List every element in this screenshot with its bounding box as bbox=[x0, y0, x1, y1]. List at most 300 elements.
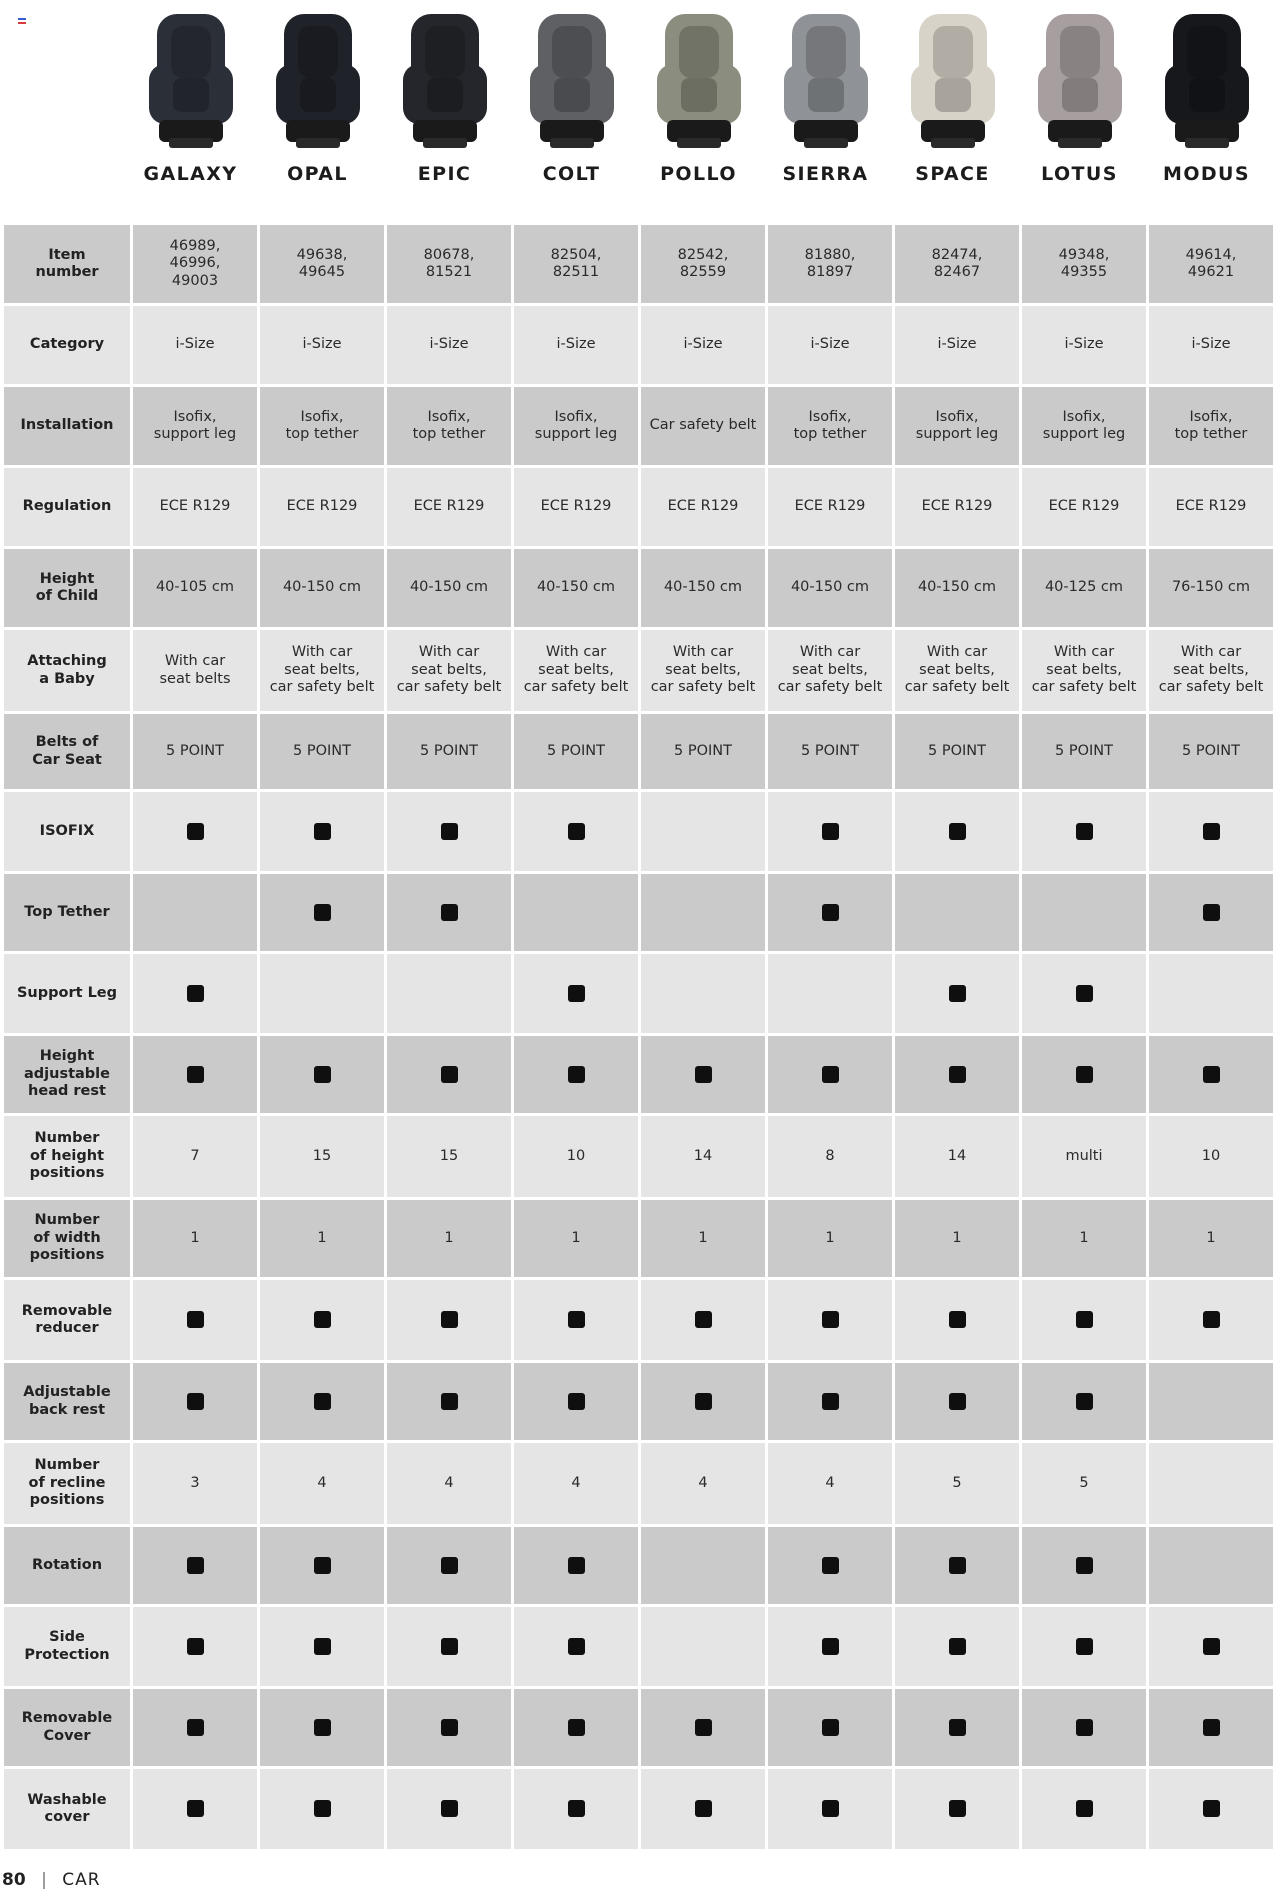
table-cell bbox=[641, 1280, 765, 1360]
feature-check-icon bbox=[187, 1719, 204, 1736]
product-column-header bbox=[508, 4, 635, 194]
table-cell bbox=[1022, 630, 1146, 711]
cell-value: 40-125 cm bbox=[1044, 579, 1124, 596]
table-cell bbox=[133, 225, 257, 303]
table-cell bbox=[514, 1116, 638, 1197]
table-cell bbox=[895, 306, 1019, 384]
cell-value: 5 bbox=[952, 1474, 962, 1491]
table-cell bbox=[260, 1607, 384, 1686]
row-label-text: Attaching a Baby bbox=[27, 653, 107, 687]
feature-check-icon bbox=[1076, 1393, 1093, 1410]
feature-check-icon bbox=[187, 1638, 204, 1655]
table-cell bbox=[514, 1527, 638, 1604]
table-cell bbox=[1149, 1607, 1273, 1686]
feature-check-icon bbox=[187, 1066, 204, 1083]
cell-value: With car seat belts, car safety belt bbox=[396, 644, 502, 696]
row-label-text: Adjustable back rest bbox=[23, 1384, 111, 1418]
table-row bbox=[4, 1280, 1273, 1360]
cell-value: i-Size bbox=[302, 336, 342, 353]
table-cell bbox=[1022, 1280, 1146, 1360]
table-cell bbox=[387, 1363, 511, 1440]
cell-value: 5 POINT bbox=[547, 742, 605, 759]
row-label-text: Height of Child bbox=[35, 570, 99, 604]
feature-check-icon bbox=[949, 985, 966, 1002]
table-row bbox=[4, 874, 1273, 951]
table-row bbox=[4, 468, 1273, 546]
cell-value: 40-150 cm bbox=[282, 579, 362, 596]
cell-value: 49348, 49355 bbox=[1058, 246, 1110, 280]
table-cell bbox=[260, 874, 384, 951]
feature-check-icon bbox=[314, 904, 331, 921]
table-cell bbox=[1022, 387, 1146, 465]
table-cell bbox=[387, 1036, 511, 1113]
table-cell bbox=[387, 630, 511, 711]
table-cell bbox=[133, 1116, 257, 1197]
table-cell bbox=[260, 468, 384, 546]
table-cell bbox=[514, 1769, 638, 1849]
cell-value: Isofix, top tether bbox=[412, 408, 486, 442]
table-cell bbox=[387, 387, 511, 465]
table-cell bbox=[133, 1689, 257, 1766]
cell-value: 1 bbox=[825, 1229, 835, 1246]
car-seat-image bbox=[143, 8, 239, 152]
product-column-header bbox=[889, 4, 1016, 194]
feature-check-icon bbox=[187, 823, 204, 840]
table-row bbox=[4, 225, 1273, 303]
table-cell bbox=[768, 1200, 892, 1277]
cell-value: 8 bbox=[825, 1147, 835, 1164]
feature-check-icon bbox=[568, 985, 585, 1002]
cell-value: 5 POINT bbox=[293, 742, 351, 759]
table-cell bbox=[1022, 1689, 1146, 1766]
cell-value: i-Size bbox=[556, 336, 596, 353]
cell-value: 14 bbox=[947, 1147, 967, 1164]
cell-value: 10 bbox=[566, 1147, 586, 1164]
cell-value: ECE R129 bbox=[921, 498, 993, 515]
table-cell bbox=[641, 1769, 765, 1849]
table-cell bbox=[768, 1689, 892, 1766]
cell-value: Car safety belt bbox=[649, 417, 757, 434]
feature-check-icon bbox=[314, 1557, 331, 1574]
cell-value: With car seat belts, car safety belt bbox=[1158, 644, 1264, 696]
cell-value: With car seat belts, car safety belt bbox=[1031, 644, 1137, 696]
table-cell bbox=[514, 549, 638, 627]
table-cell bbox=[260, 792, 384, 871]
table-cell bbox=[260, 630, 384, 711]
table-cell bbox=[1149, 1200, 1273, 1277]
table-cell bbox=[260, 225, 384, 303]
cell-value: 82504, 82511 bbox=[550, 246, 602, 280]
feature-check-icon bbox=[568, 1393, 585, 1410]
table-cell bbox=[133, 630, 257, 711]
cell-value: With car seat belts, car safety belt bbox=[269, 644, 375, 696]
table-row bbox=[4, 1116, 1273, 1197]
row-label-text: Side Protection bbox=[24, 1629, 110, 1663]
table-cell bbox=[260, 1527, 384, 1604]
table-cell bbox=[768, 225, 892, 303]
table-cell bbox=[1149, 306, 1273, 384]
table-cell bbox=[133, 1036, 257, 1113]
feature-check-icon bbox=[314, 1638, 331, 1655]
footer-separator: | bbox=[41, 1870, 47, 1890]
feature-check-icon bbox=[949, 1557, 966, 1574]
feature-check-icon bbox=[187, 1311, 204, 1328]
table-cell bbox=[514, 1200, 638, 1277]
cell-value: ECE R129 bbox=[1175, 498, 1247, 515]
feature-check-icon bbox=[822, 1393, 839, 1410]
cell-value: 1 bbox=[444, 1229, 454, 1246]
table-cell bbox=[768, 468, 892, 546]
feature-check-icon bbox=[1203, 823, 1220, 840]
table-cell bbox=[768, 549, 892, 627]
table-cell bbox=[133, 468, 257, 546]
table-cell bbox=[1022, 468, 1146, 546]
table-cell bbox=[1022, 1116, 1146, 1197]
table-row bbox=[4, 1527, 1273, 1604]
table-row bbox=[4, 792, 1273, 871]
cell-value: 80678, 81521 bbox=[423, 246, 475, 280]
feature-check-icon bbox=[1203, 1719, 1220, 1736]
product-name: LOTUS bbox=[1041, 163, 1118, 185]
table-cell bbox=[387, 1607, 511, 1686]
row-label bbox=[4, 1443, 130, 1524]
row-label bbox=[4, 714, 130, 789]
cell-value: Isofix, support leg bbox=[1042, 408, 1126, 442]
cell-value: 14 bbox=[693, 1147, 713, 1164]
table-cell bbox=[641, 1036, 765, 1113]
table-cell bbox=[1149, 1280, 1273, 1360]
feature-check-icon bbox=[695, 1311, 712, 1328]
table-cell bbox=[133, 387, 257, 465]
cell-value: 1 bbox=[952, 1229, 962, 1246]
table-cell bbox=[768, 792, 892, 871]
table-cell bbox=[133, 306, 257, 384]
table-cell bbox=[641, 306, 765, 384]
table-cell bbox=[641, 874, 765, 951]
row-label-text: Washable cover bbox=[27, 1791, 107, 1825]
feature-check-icon bbox=[568, 1719, 585, 1736]
feature-check-icon bbox=[949, 823, 966, 840]
table-cell bbox=[133, 1769, 257, 1849]
table-cell bbox=[133, 714, 257, 789]
table-row bbox=[4, 387, 1273, 465]
table-cell bbox=[768, 954, 892, 1033]
table-row bbox=[4, 306, 1273, 384]
feature-check-icon bbox=[949, 1719, 966, 1736]
feature-check-icon bbox=[568, 823, 585, 840]
table-cell bbox=[133, 549, 257, 627]
cell-value: 4 bbox=[698, 1474, 708, 1491]
feature-check-icon bbox=[695, 1719, 712, 1736]
cell-value: ECE R129 bbox=[667, 498, 739, 515]
table-row bbox=[4, 549, 1273, 627]
table-cell bbox=[641, 792, 765, 871]
feature-check-icon bbox=[441, 1557, 458, 1574]
table-cell bbox=[260, 1443, 384, 1524]
table-cell bbox=[895, 1689, 1019, 1766]
row-label-text: Belts of Car Seat bbox=[32, 734, 102, 768]
feature-check-icon bbox=[314, 1311, 331, 1328]
table-cell bbox=[1149, 225, 1273, 303]
product-header-row bbox=[0, 0, 1280, 222]
feature-check-icon bbox=[1203, 904, 1220, 921]
table-cell bbox=[514, 792, 638, 871]
row-label bbox=[4, 630, 130, 711]
cell-value: Isofix, support leg bbox=[915, 408, 999, 442]
cell-value: With car seat belts, car safety belt bbox=[650, 644, 756, 696]
feature-check-icon bbox=[695, 1066, 712, 1083]
table-cell bbox=[641, 954, 765, 1033]
table-cell bbox=[1149, 1527, 1273, 1604]
cell-value: 1 bbox=[571, 1229, 581, 1246]
feature-check-icon bbox=[822, 904, 839, 921]
feature-check-icon bbox=[1076, 1066, 1093, 1083]
product-name: SPACE bbox=[915, 163, 990, 185]
cell-value: 5 POINT bbox=[674, 742, 732, 759]
table-cell bbox=[895, 1769, 1019, 1849]
feature-check-icon bbox=[187, 1557, 204, 1574]
table-cell bbox=[514, 630, 638, 711]
table-cell bbox=[895, 1443, 1019, 1524]
table-cell bbox=[260, 1280, 384, 1360]
row-label bbox=[4, 468, 130, 546]
product-column-header bbox=[127, 4, 254, 194]
row-label bbox=[4, 1689, 130, 1766]
feature-check-icon bbox=[949, 1393, 966, 1410]
cell-value: 40-150 cm bbox=[536, 579, 616, 596]
feature-check-icon bbox=[1076, 985, 1093, 1002]
feature-check-icon bbox=[568, 1066, 585, 1083]
feature-check-icon bbox=[187, 985, 204, 1002]
cell-value: 5 POINT bbox=[420, 742, 478, 759]
cell-value: Isofix, top tether bbox=[1174, 408, 1248, 442]
product-column-header bbox=[1016, 4, 1143, 194]
feature-check-icon bbox=[949, 1066, 966, 1083]
feature-check-icon bbox=[822, 1557, 839, 1574]
table-cell bbox=[1149, 387, 1273, 465]
table-cell bbox=[1149, 1443, 1273, 1524]
table-cell bbox=[768, 1280, 892, 1360]
table-cell bbox=[387, 792, 511, 871]
feature-check-icon bbox=[314, 1066, 331, 1083]
table-cell bbox=[387, 874, 511, 951]
row-label-text: Number of height positions bbox=[29, 1130, 105, 1182]
table-cell bbox=[1149, 1363, 1273, 1440]
feature-check-icon bbox=[441, 1066, 458, 1083]
row-label bbox=[4, 1607, 130, 1686]
table-cell bbox=[641, 1527, 765, 1604]
product-column-header bbox=[1143, 4, 1270, 194]
feature-check-icon bbox=[314, 823, 331, 840]
cell-value: ECE R129 bbox=[1048, 498, 1120, 515]
feature-check-icon bbox=[1076, 823, 1093, 840]
feature-check-icon bbox=[822, 1066, 839, 1083]
table-cell bbox=[133, 1527, 257, 1604]
cell-value: Isofix, top tether bbox=[793, 408, 867, 442]
car-seat-image bbox=[905, 8, 1001, 152]
row-label-text: Height adjustable head rest bbox=[24, 1048, 110, 1100]
table-cell bbox=[895, 630, 1019, 711]
cell-value: 5 bbox=[1079, 1474, 1089, 1491]
product-name: OPAL bbox=[287, 163, 348, 185]
row-label bbox=[4, 954, 130, 1033]
table-cell bbox=[133, 1280, 257, 1360]
table-cell bbox=[387, 1280, 511, 1360]
cell-value: 49638, 49645 bbox=[296, 246, 348, 280]
table-cell bbox=[387, 225, 511, 303]
product-name: COLT bbox=[542, 163, 601, 185]
feature-check-icon bbox=[1076, 1638, 1093, 1655]
table-cell bbox=[768, 874, 892, 951]
cell-value: 4 bbox=[444, 1474, 454, 1491]
table-cell bbox=[641, 468, 765, 546]
table-cell bbox=[133, 954, 257, 1033]
feature-check-icon bbox=[441, 1311, 458, 1328]
feature-check-icon bbox=[822, 1638, 839, 1655]
table-cell bbox=[1022, 954, 1146, 1033]
table-cell bbox=[260, 1200, 384, 1277]
table-cell bbox=[895, 1363, 1019, 1440]
table-cell bbox=[514, 874, 638, 951]
feature-check-icon bbox=[949, 1638, 966, 1655]
cell-value: With car seat belts, car safety belt bbox=[777, 644, 883, 696]
table-cell bbox=[514, 468, 638, 546]
row-label-text: Item number bbox=[35, 246, 99, 280]
table-cell bbox=[514, 1689, 638, 1766]
table-cell bbox=[260, 549, 384, 627]
table-cell bbox=[514, 1280, 638, 1360]
table-cell bbox=[133, 1607, 257, 1686]
table-cell bbox=[1149, 1689, 1273, 1766]
table-cell bbox=[641, 630, 765, 711]
cell-value: 40-105 cm bbox=[155, 579, 235, 596]
row-label-text: Rotation bbox=[31, 1556, 103, 1573]
table-cell bbox=[514, 714, 638, 789]
table-cell bbox=[133, 1200, 257, 1277]
row-label bbox=[4, 549, 130, 627]
table-cell bbox=[260, 954, 384, 1033]
cell-value: ECE R129 bbox=[159, 498, 231, 515]
feature-check-icon bbox=[1203, 1800, 1220, 1817]
table-cell bbox=[1022, 1769, 1146, 1849]
cell-value: 1 bbox=[1206, 1229, 1216, 1246]
table-cell bbox=[514, 225, 638, 303]
product-name: MODUS bbox=[1163, 163, 1250, 185]
table-cell bbox=[768, 1527, 892, 1604]
cell-value: With car seat belts, car safety belt bbox=[523, 644, 629, 696]
feature-check-icon bbox=[314, 1800, 331, 1817]
table-cell bbox=[260, 1036, 384, 1113]
table-cell bbox=[768, 387, 892, 465]
table-cell bbox=[895, 1116, 1019, 1197]
table-cell bbox=[895, 387, 1019, 465]
feature-check-icon bbox=[568, 1638, 585, 1655]
feature-check-icon bbox=[187, 1800, 204, 1817]
feature-check-icon bbox=[1076, 1557, 1093, 1574]
table-cell bbox=[387, 468, 511, 546]
feature-check-icon bbox=[822, 1311, 839, 1328]
table-row bbox=[4, 1036, 1273, 1113]
table-row bbox=[4, 954, 1273, 1033]
table-cell bbox=[387, 1769, 511, 1849]
car-seat-image bbox=[1159, 8, 1255, 152]
cell-value: 40-150 cm bbox=[790, 579, 870, 596]
feature-check-icon bbox=[441, 1719, 458, 1736]
feature-check-icon bbox=[441, 1393, 458, 1410]
row-label-text: Removable reducer bbox=[21, 1302, 113, 1336]
table-cell bbox=[768, 1116, 892, 1197]
table-cell bbox=[895, 954, 1019, 1033]
row-label bbox=[4, 1527, 130, 1604]
feature-check-icon bbox=[1203, 1311, 1220, 1328]
table-cell bbox=[1149, 468, 1273, 546]
row-label bbox=[4, 387, 130, 465]
cell-value: 76-150 cm bbox=[1171, 579, 1251, 596]
table-cell bbox=[514, 1443, 638, 1524]
table-cell bbox=[514, 306, 638, 384]
table-cell bbox=[1022, 1527, 1146, 1604]
feature-check-icon bbox=[695, 1800, 712, 1817]
car-seat-image bbox=[651, 8, 747, 152]
table-cell bbox=[1022, 1200, 1146, 1277]
table-cell bbox=[1022, 714, 1146, 789]
table-cell bbox=[387, 1527, 511, 1604]
row-label-text: Number of recline positions bbox=[28, 1457, 106, 1509]
cell-value: 49614, 49621 bbox=[1185, 246, 1237, 280]
row-label bbox=[4, 306, 130, 384]
table-cell bbox=[260, 1689, 384, 1766]
table-cell bbox=[1149, 1116, 1273, 1197]
table-cell bbox=[641, 225, 765, 303]
table-cell bbox=[133, 1363, 257, 1440]
table-cell bbox=[133, 874, 257, 951]
table-cell bbox=[514, 1036, 638, 1113]
table-cell bbox=[895, 792, 1019, 871]
cell-value: Isofix, support leg bbox=[534, 408, 618, 442]
table-cell bbox=[641, 1443, 765, 1524]
table-cell bbox=[260, 387, 384, 465]
row-label bbox=[4, 1280, 130, 1360]
table-cell bbox=[387, 1200, 511, 1277]
table-cell bbox=[387, 549, 511, 627]
table-cell bbox=[1022, 1607, 1146, 1686]
row-label-text: ISOFIX bbox=[39, 822, 95, 839]
table-cell bbox=[895, 1200, 1019, 1277]
row-label-text: Category bbox=[29, 336, 105, 353]
cell-value: 3 bbox=[190, 1474, 200, 1491]
cell-value: i-Size bbox=[1064, 336, 1104, 353]
table-cell bbox=[768, 714, 892, 789]
cell-value: ECE R129 bbox=[286, 498, 358, 515]
car-seat-image bbox=[778, 8, 874, 152]
table-cell bbox=[1149, 630, 1273, 711]
table-cell bbox=[1149, 874, 1273, 951]
product-name: SIERRA bbox=[782, 163, 869, 185]
table-row bbox=[4, 1443, 1273, 1524]
table-row bbox=[4, 1363, 1273, 1440]
feature-check-icon bbox=[314, 1393, 331, 1410]
cell-value: 5 POINT bbox=[166, 742, 224, 759]
cell-value: i-Size bbox=[683, 336, 723, 353]
row-label bbox=[4, 1200, 130, 1277]
table-cell bbox=[514, 954, 638, 1033]
table-cell bbox=[768, 1607, 892, 1686]
cell-value: 15 bbox=[439, 1147, 459, 1164]
feature-check-icon bbox=[949, 1800, 966, 1817]
table-cell bbox=[1022, 306, 1146, 384]
row-label-text: Support Leg bbox=[16, 984, 118, 1001]
comparison-table bbox=[1, 222, 1276, 1852]
